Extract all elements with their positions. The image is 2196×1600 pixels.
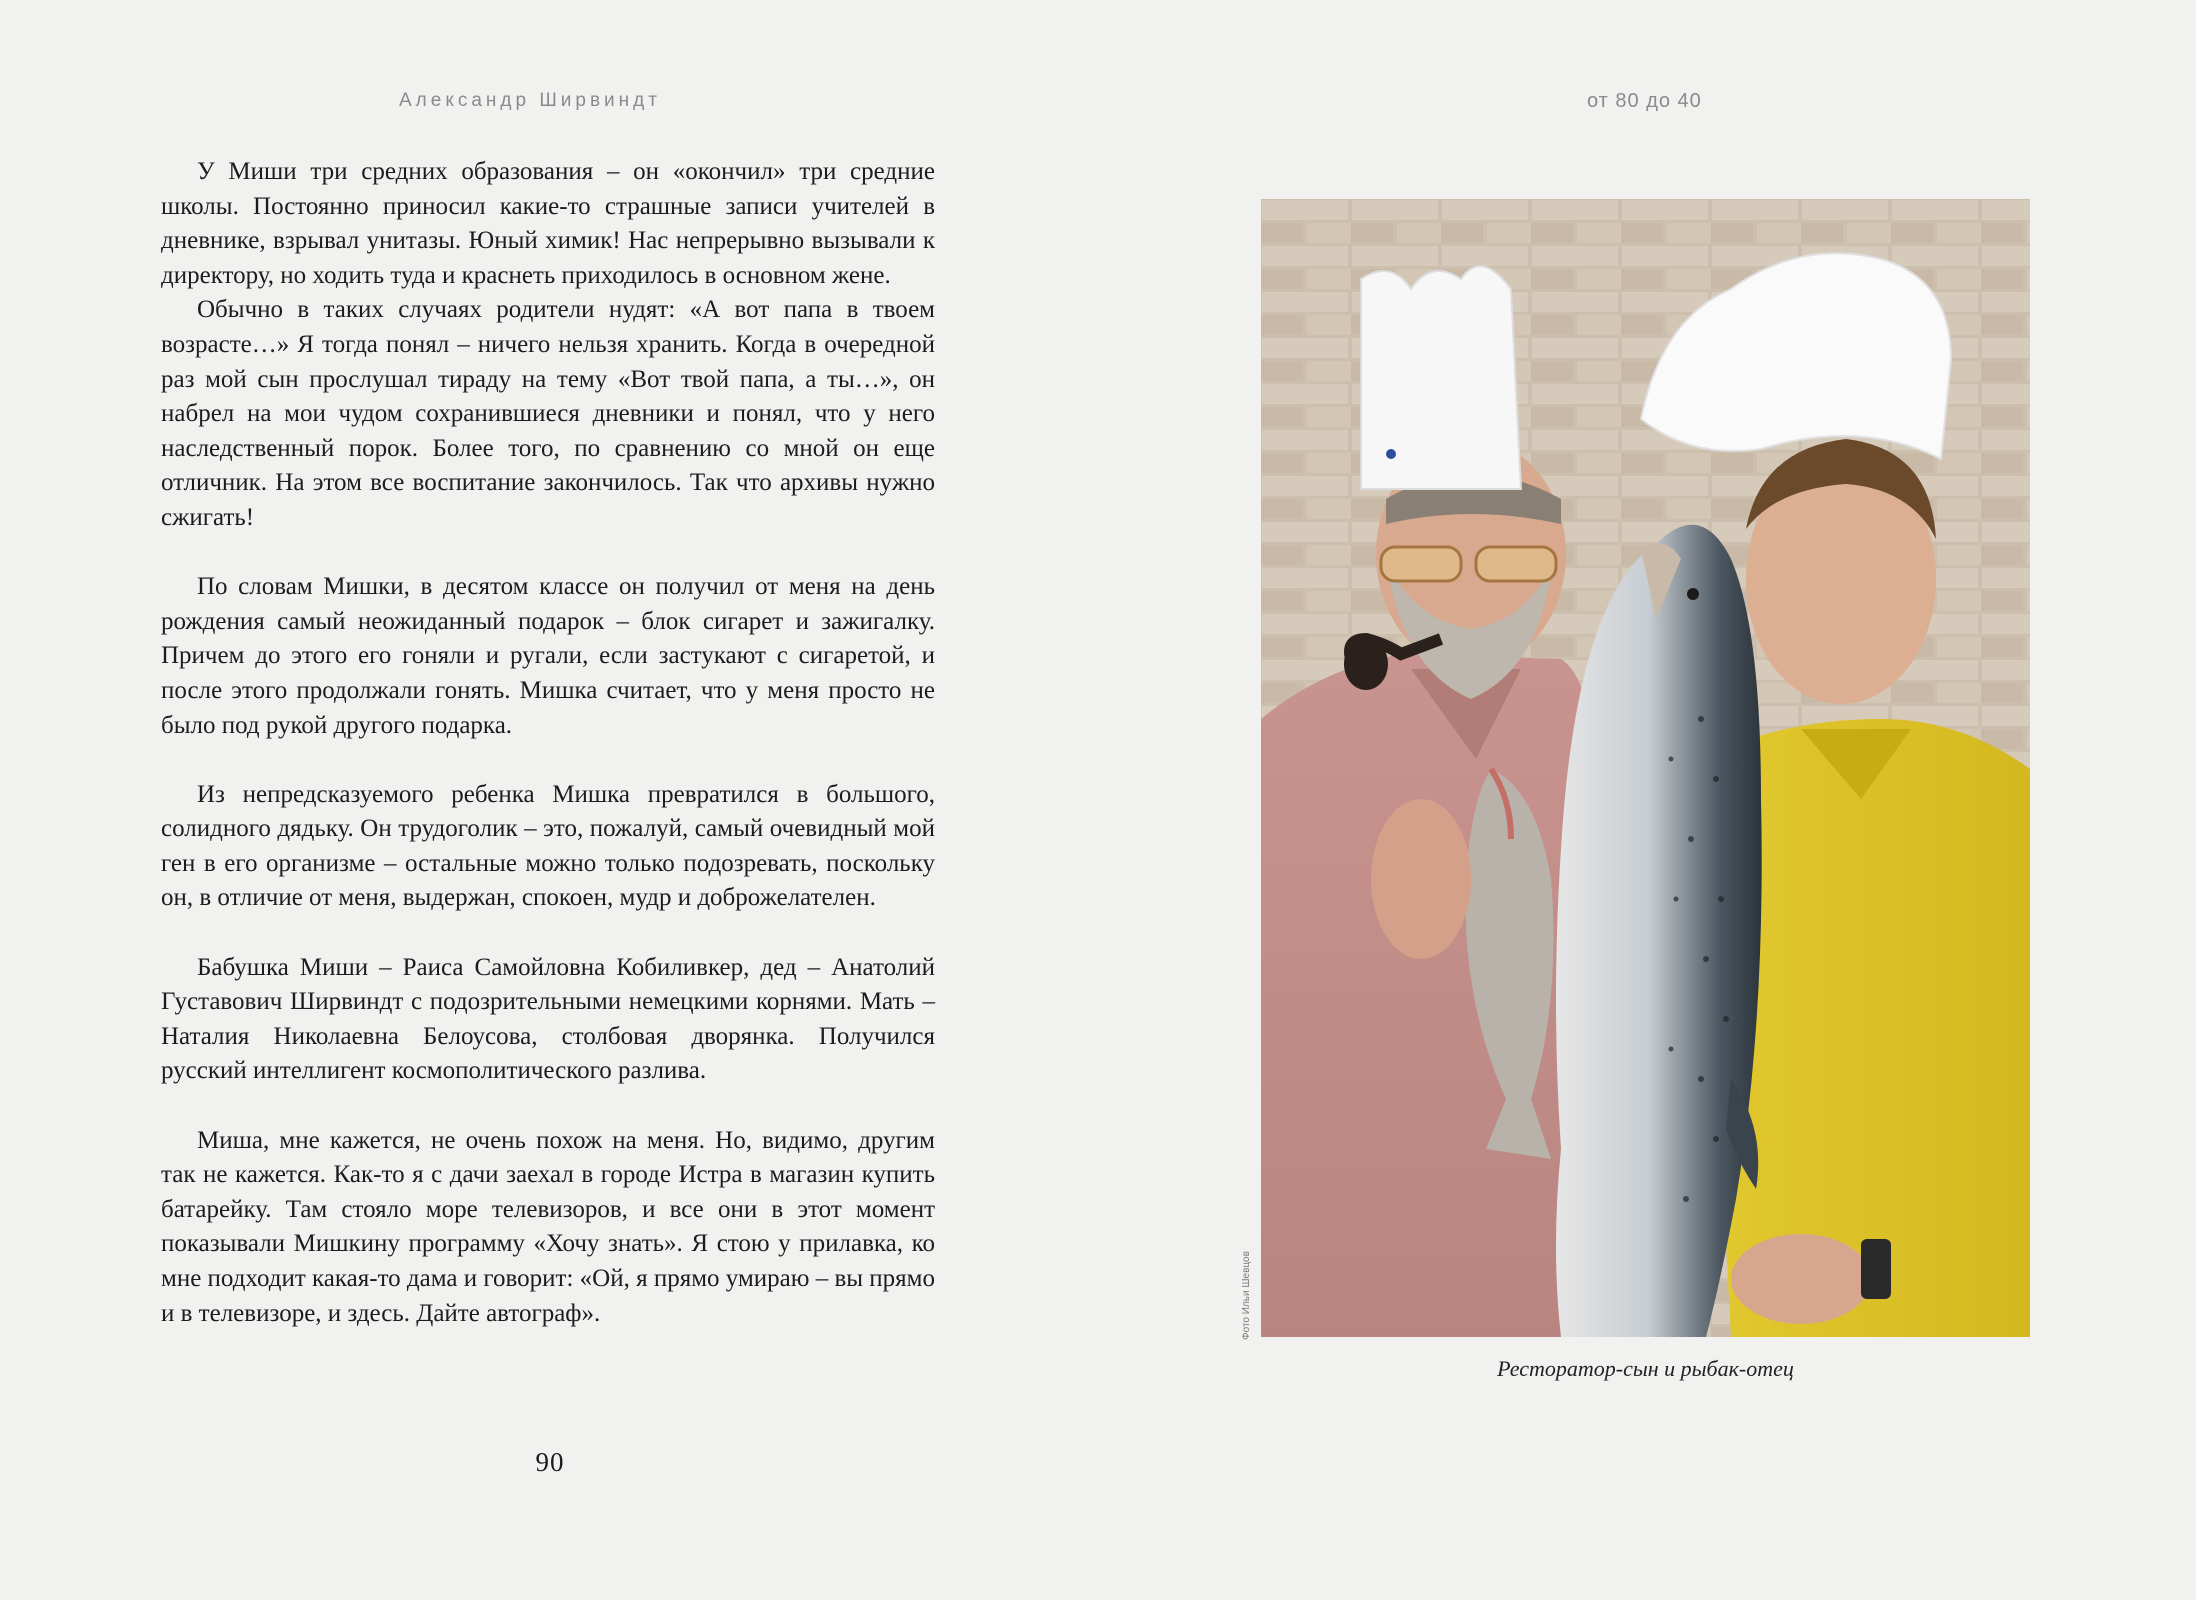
- paragraph: Из непредсказуемого ребенка Мишка превратился в большого, солидного дядьку. Он трудоголик – это, пожалуй, самый очевидный мой ген в его организме – остальные можно только подозревать, поскольку он, в отличие от меня, выдержан, спокоен, мудр и доброжелателен.: [161, 780, 935, 912]
- paragraph: Обычно в таких случаях родители нудят: «А вот папа в твоем возрасте…» Я тогда понял – ничего нельзя хранить. Когда в очередной раз мой сын прослушал тираду на тему «Вот твой папа, а ты…», он набрел на мои чудом сохранившиеся дневники и понял, что у него наследственный порок. Более того, по сравнению со мной он еще отличник. На этом все воспитание закончилось. Так что архивы нужно сжигать!: [161, 296, 935, 531]
- body-text: [161, 155, 935, 1331]
- photo-credit: Фото Ильи Шевцов: [1241, 1251, 1252, 1340]
- running-head-title: от 80 до 40: [1587, 90, 1702, 112]
- right-page: [1098, 0, 2196, 1600]
- running-head-author: Александр Ширвиндт: [399, 90, 661, 111]
- page-number: 90: [535, 1447, 565, 1477]
- paragraph: Бабушка Миши – Раиса Самойловна Кобиливкер, дед – Анатолий Густавович Ширвиндт с подозрительными немецкими корнями. Мать – Наталия Николаевна Белоусова, столбовая дворянка. Получился русский интеллигент космополитического разлива.: [161, 953, 935, 1085]
- paragraph: У Миши три средних образования – он «окончил» три средние школы. Постоянно приносил какие-то страшные записи учителей в дневнике, взрывал унитазы. Юный химик! Нас непрерывно вызывали к директору, но ходить туда и краснеть приходилось в основном жене.: [161, 158, 935, 289]
- paragraph: Миша, мне кажется, не очень похож на меня. Но, видимо, другим так не кажется. Как-то я с дачи заехал в городе Истра в магазин купить батарейку. Там стояло море телевизоров, и все они в этот момент показывали Мишкину программу «Хочу знать». Я стою у прилавка, ко мне подходит какая-то дама и говорит: «Ой, я прямо умираю – вы прямо и в телевизоре, и здесь. Дайте автограф».: [161, 1126, 935, 1327]
- photo-illustration: [1261, 199, 2030, 1337]
- paragraph: По словам Мишки, в десятом классе он получил от меня на день рождения самый неожиданный подарок – блок сигарет и зажигалку. Причем до этого его гоняли и ругали, если застукают с сигаретой, и после этого продолжали гонять. Мишка считает, что у меня просто не было под рукой другого подарка.: [161, 573, 935, 739]
- photo-chefs-with-fish: [1261, 199, 2030, 1337]
- photo-caption: Ресторатор-сын и рыбак-отец: [1497, 1356, 1794, 1381]
